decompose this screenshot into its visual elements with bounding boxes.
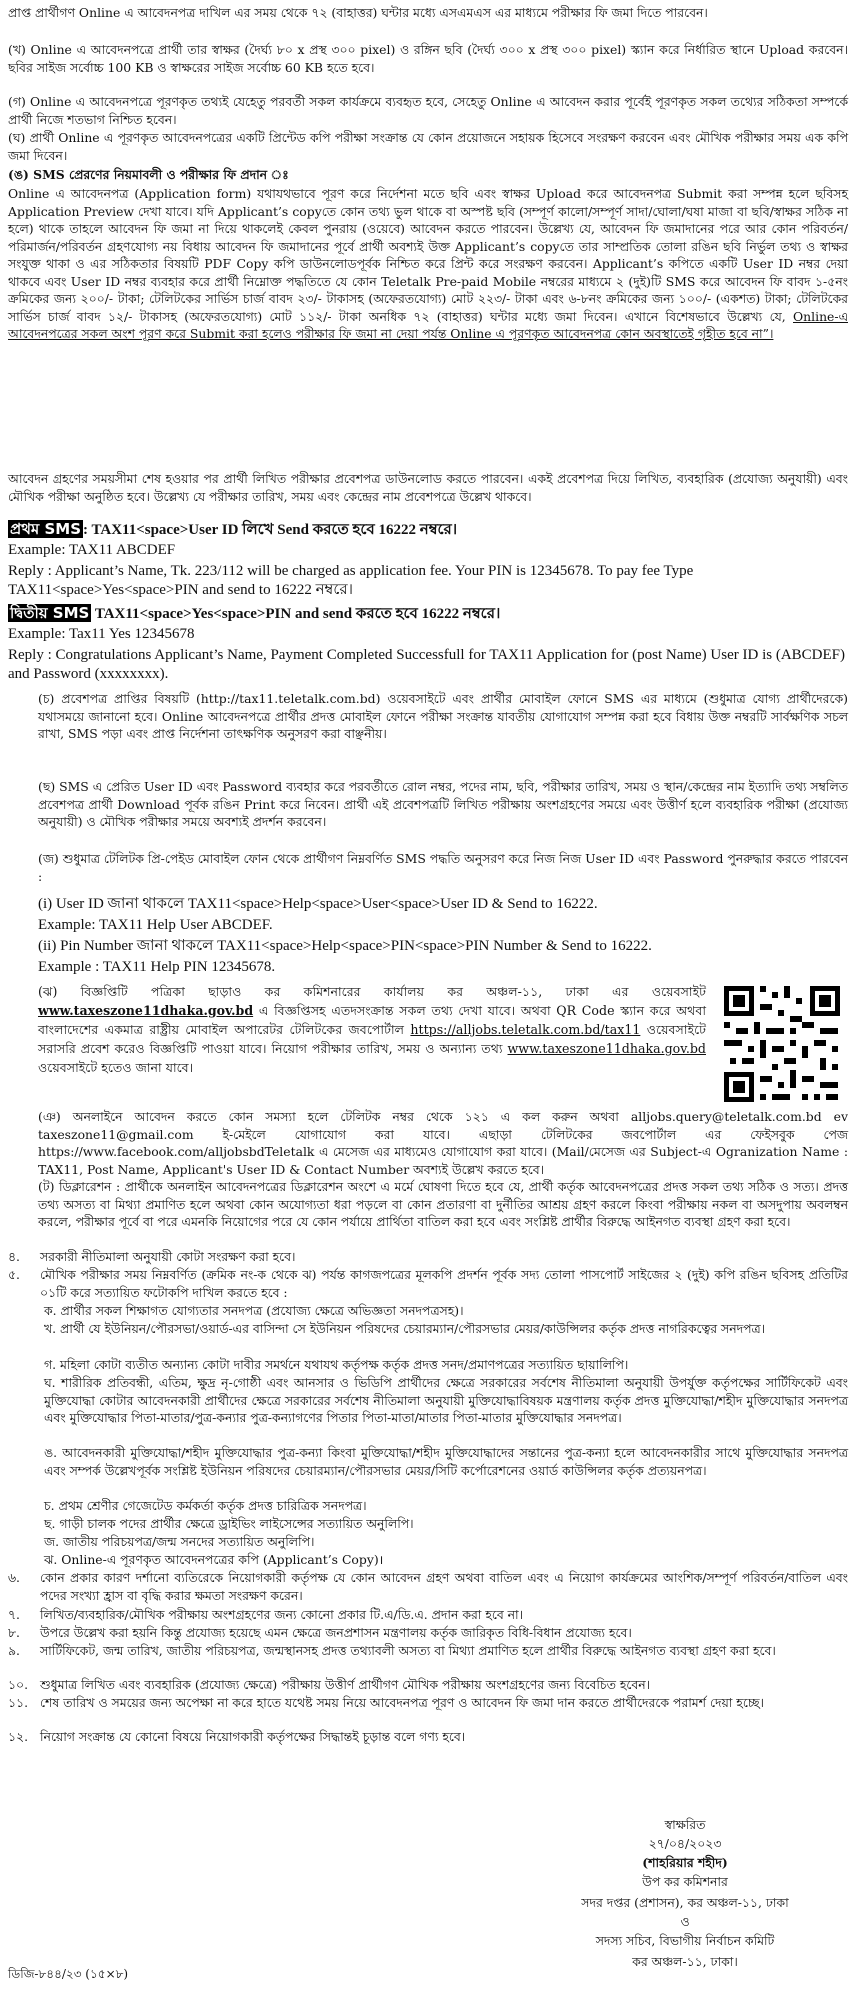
document-requirement-item: ঙ. আবেদনকারী মুক্তিযোদ্ধা/শহীদ মুক্তিযোদ্ধার পুত্র-কন্যা কিংবা মুক্তিযোদ্ধা/শহীদ মুক্তিযোদ্ধাদের সন্তানের পুত্র-কন্যা হলে আবেদনকারীর সাথে মুক্তিযোদ্ধার সনদপত্র এবং সম্পর্ক উল্লেখপূর্বক সংশ্লিষ্ট ইউনিয়ন পরিষদের চেয়ারম্যান/পৌরসভার মেয়র/সিটি কর্পোরেশনের ওয়ার্ড কাউন্সিলর কর্তৃক প্রত্যয়নপত্র।	[44, 1445, 848, 1478]
document-requirement-item: জ. জাতীয় পরিচয়পত্র/জন্ম সনদের সত্যায়িত অনুলিপি।	[44, 1534, 315, 1549]
item-11-number: ১১.	[8, 1695, 29, 1710]
item-jha	[38, 982, 706, 1077]
signed-label: স্বাক্ষরিত	[664, 1817, 706, 1832]
item-4-text: সরকারী নীতিমালা অনুযায়ী কোটা সংরক্ষণ করা হবে।	[40, 1249, 296, 1264]
signatory-designation: উপ কর কমিশনার	[642, 1874, 728, 1889]
item-11-text: শেষ তারিখ ও সময়ের জন্য অপেক্ষা না করে হাতে যথেষ্ট সময় নিয়ে আবেদনপত্র পূরণ ও আবেদন ফি জমা দান করতে প্রার্থীদেরকে পরামর্শ দেয়া হচ্ছে।	[40, 1695, 764, 1710]
umo-body-text: Online এ আবেদনপত্র (Application form) যথাযথভাবে পূরণ করে নির্দেশনা মতে ছবি এবং স্বাক্ষর Upload করে আবেদনপত্র Submit করা সম্পন্ন হলে ছবিসহ Application Preview দেখা যাবে। যদি Applicant’s copyতে কোন তথ্য ভুল থাকে বা অস্পষ্ট ছবি (সম্পূর্ণ কালো/সম্পূর্ণ সাদা/ঘোলা/ঘষা মাজা বা ছবি/স্বাক্ষর সঠিক না হলে) থাকে তাহলে আবেদন ফি জমা না দিয়ে থাকলেই কেবল পুনরায় (ওয়েবে) আবেদন করতে পারবেন। উল্লেখ্য যে, আবেদন ফি জমাদানের পরে আর কোন পরিবর্তন/পরিমার্জন/পরিবর্তন গ্রহণযোগ্য নয় বিধায় আবেদন ফি জমাদানের পূর্বে প্রার্থী অবশ্যই উক্ত Applicant’s copyতে তার সাম্প্রতিক তোলা রঙিন ছবি নির্ভুল তথ্য ও স্বাক্ষর সংযুক্ত থাকা ও এর সঠিকতার বিষয়টি PDF Copy কপি ডাউনলোডপূর্বক নিশ্চিত করে প্রিন্ট করে সংরক্ষণ করবেন। Applicant’s কপিতে একটি User ID নম্বর দেয়া থাকবে এবং User ID নম্বর ব্যবহার করে প্রার্থী নিম্নোক্ত পদ্ধতিতে যে কোন Teletalk Pre-paid Mobile নম্বরের মাধ্যমে ২ (দুই)টি SMS করে আবেদন ফি বাবদ ১-৫নং ক্রমিকের জন্য ২০০/- টাকা; টেলিটকের সার্ভিস চার্জ বাবদ ২৩/- টাকাসহ (অফেরতযোগ্য) মোট ২২৩/- টাকা এবং ৬-৮নং ক্রমিকের জন্য ১০০/- (একশত) টাকা; টেলিটকের সার্ভিস চার্জ বাবদ ১২/- টাকাসহ (অফেরতযোগ্য) মোট ১১২/- টাকা অনধিক ৭২ (বাহাত্তর) ঘন্টার মধ্যে জমা দিবেন। এখানে বিশেষভাবে উল্লেখ্য যে,	[8, 186, 848, 324]
item-8-number: ৮.	[8, 1625, 20, 1640]
signatory-role: সদস্য সচিব, বিভাগীয় নির্বাচন কমিটি	[595, 1933, 775, 1948]
item-nya: (ঞ) অনলাইনে আবেদন করতে কোন সমস্যা হলে টেলিটক নম্বর থেকে ১২১ এ কল করুন অথবা alljobs.query@teletalk.com.bd ev taxeszone11@gmail.com ই-মেইলে যোগাযোগ করা যাবে। এছাড়া টেলিটকের জবপোর্টাল এর ফেইসবুক পেজ https://www.facebook.com/alljobsbdTeletalk এ মেসেজ এর মাধ্যমেও যোগাযোগ করা যাবে। (Mail/মেসেজ এর Subject-এ Ogranization Name : TAX11, Post Name, Applicant's User ID & Contact Number অবশ্যই উল্লেখ করতে হবে।	[38, 1109, 848, 1177]
item-umo-body	[8, 185, 848, 343]
item-kha: (খ) Online এ আবেদনপত্রে প্রার্থী তার স্বাক্ষর (দৈর্ঘ্য ৮০ x প্রস্থ ৩০০ pixel) ও রঙ্গিন ছবি (দৈর্ঘ্য ৩০০ x প্রস্থ ৩০০ pixel) স্ক্যান করে নির্ধারিত স্থানে Upload করবেন। ছবির সাইজ সর্বোচ্চ 100 KB ও স্বাক্ষরের সাইজ সর্বোচ্চ 60 KB হতে হবে।	[8, 42, 848, 75]
second-sms-example: Example: Tax11 Yes 12345678	[8, 626, 195, 642]
document-requirement-item: ঝ. Online-এ পূরণকৃত আবেদনপত্রের কপি (Applicant’s Copy)।	[44, 1552, 384, 1567]
signatory-zone: কর অঞ্চল-১১, ঢাকা।	[632, 1954, 738, 1969]
ja-sub-i: (i) User ID জানা থাকলে TAX11<space>Help<space>User<space>User ID & Send to 16222.	[38, 896, 598, 912]
item-7-text: লিখিত/ব্যবহারিক/মৌখিক পরীক্ষায় অংশগ্রহণের জন্য কোনো প্রকার টি.এ/ডি.এ. প্রদান করা হবে না।	[40, 1607, 524, 1622]
document-requirement-item: চ. প্রথম শ্রেণীর গেজেটেড কর্মকর্তা কর্তৃক প্রদত্ত চারিত্রিক সনদপত্র।	[44, 1498, 367, 1513]
intro-paragraph: প্রাপ্ত প্রার্থীগণ Online এ আবেদনপত্র দাখিল এর সময় থেকে ৭২ (বাহাত্তর) ঘন্টার মধ্যে এসএমএস এর মাধ্যমে পরীক্ষার ফি জমা দিতে পারবেন।	[8, 5, 708, 20]
document-requirement-item: ঘ. শারীরিক প্রতিবন্ধী, এতিম, ক্ষুদ্র নৃ-গোষ্ঠী এবং আনসার ও ভিডিপি প্রার্থীদের ক্ষেত্রে সরকারের সর্বশেষ নীতিমালা অনুযায়ী উপর্যুক্ত কর্তৃপক্ষের সার্টিফিকেট এবং মুক্তিযোদ্ধা কোটার আবেদনকারী প্রার্থীদের ক্ষেত্রে সরকারের সর্বশেষ নীতিমালা অনুযায়ী মুক্তিযোদ্ধাবিষয়ক মন্ত্রণালয় কর্তৃক প্রদত্ত মুক্তিযোদ্ধা/শহীদ মুক্তিযোদ্ধার সনদপত্র এবং মুক্তিযোদ্ধার পিতা-মাতার/পুত্র-কন্যার পুত্র-কন্যাগণের পিতার পিতা-মাতা/মাতার পিতা-মাতার মুক্তিযোদ্ধার সনদপত্র।	[44, 1375, 848, 1425]
item-4-number: ৪.	[8, 1249, 20, 1264]
item-gha: (ঘ) প্রার্থী Online এ পূরণকৃত আবেদনপত্রের একটি প্রিন্টেড কপি পরীক্ষা সংক্রান্ত যে কোন প্রয়োজনে সহায়ক হিসেবে সংরক্ষণ করবেন এবং মৌখিক পরীক্ষার সময় এক কপি জমা দিবেন।	[8, 130, 848, 163]
first-sms-line	[8, 520, 848, 540]
jha-website-link[interactable]: www.taxeszone11dhaka.gov.bd	[38, 1003, 254, 1018]
admit-card-note: আবেদন গ্রহণের সময়সীমা শেষ হওয়ার পর প্রার্থী লিখিত পরীক্ষার প্রবেশপত্র ডাউনলোড করতে পারবেন। একই প্রবেশপত্র দিয়ে লিখিত, ব্যবহারিক (প্রযোজ্য অনুযায়ী) এবং মৌখিক পরীক্ষা অনুষ্ঠিত হবে। উল্লেখ্য যে পরীক্ষার তারিখ, সময় এবং কেন্দ্রের নাম প্রবেশপত্রে উল্লেখ থাকবে।	[8, 471, 848, 504]
and-label: ও	[680, 1914, 690, 1929]
item-12-number: ১২.	[8, 1729, 29, 1744]
item-ga: (গ) Online এ আবেদনপত্রে পূরণকৃত তথ্যই যেহেতু পরবর্তী সকল কার্যক্রমে ব্যবহৃত হবে, সেহেতু Online এ আবেদন করার পূর্বেই পূরণকৃত সকল তথ্যের সঠিকতা সম্পর্কে প্রার্থী নিজে শতভাগ নিশ্চিত হবেন।	[8, 94, 848, 127]
item-8-text: উপরে উল্লেখ করা হয়নি কিন্তু প্রযোজ্য হয়েছে এমন ক্ষেত্রে জনপ্রশাসন মন্ত্রণালয় কর্তৃক জারিকৃত বিধি-বিধান প্রযোজ্য হবে।	[40, 1625, 632, 1640]
item-cha: (চ) প্রবেশপত্র প্রাপ্তির বিষয়টি (http://tax11.teletalk.com.bd) ওয়েবসাইটে এবং প্রার্থীর মোবাইল ফোনে SMS এর মাধ্যমে (শুধুমাত্র যোগ্য প্রার্থীদেরকে) যথাসময়ে জানানো হবে। Online আবেদনপত্রে প্রার্থীর প্রদত্ত মোবাইল ফোনে পরীক্ষা সংক্রান্ত যাবতীয় যোগাযোগ সম্পন্ন করা হবে বিধায় উক্ত নম্বরটি সার্বক্ষণিক সচল রাখা, SMS পড়া এবং প্রাপ্ত নির্দেশনা তাৎক্ষণিক অনুসরণ করা বাঞ্ছনীয়।	[38, 691, 848, 741]
item-6-text: কোন প্রকার কারণ দর্শানো ব্যতিরেকে নিয়োগকারী কর্তৃপক্ষ যে কোন আবেদন গ্রহণ অথবা বাতিল এবং এ নিয়োগ কার্যক্রমের আংশিক/সম্পূর্ণ পরিবর্তন/বাতিল এবং পদের সংখ্যা হ্রাস বা বৃদ্ধি করার ক্ষমতা সংরক্ষণ করেন।	[40, 1570, 848, 1603]
signatory-office: সদর দপ্তর (প্রশাসন), কর অঞ্চল-১১, ঢাকা	[581, 1895, 789, 1910]
ja-sub-ii-example: Example : TAX11 Help PIN 12345678.	[38, 959, 276, 975]
item-ta-declaration: (ট) ডিক্লারেশন : প্রার্থীকে অনলাইন আবেদনপত্রের ডিক্লারেশন অংশে এ মর্মে ঘোষণা দিতে হবে যে, প্রার্থী কর্তৃক আবেদনপত্রের প্রদত্ত সকল তথ্য সঠিক ও সত্য। প্রদত্ত তথ্য অসত্য বা মিথ্যা প্রমাণিত হলে অথবা কোন অযোগ্যতা ধরা পড়লে বা কোন প্রতারণা বা দুর্নীতির আশ্রয় গ্রহণ করলে কিংবা পরীক্ষায় নকল বা অসদুপায় অবলম্বন করলে, পরীক্ষার পূর্বে বা পরে এমনকি নিয়োগের পরে যে কোন পর্যায়ে প্রার্থিতা বাতিল করা হবে এবং সংশ্লিষ্ট প্রার্থীর বিরুদ্ধে আইনগত ব্যবস্থা গ্রহণ করা হবে।	[38, 1179, 848, 1229]
item-7-number: ৭.	[8, 1607, 20, 1622]
jha-text-2: এ বিজ্ঞপ্তিসহ এতদসংক্রান্ত সকল তথ্য দেখা যাবে। অথবা QR Code স্ক্যান করে অথবা বাংলাদেশের একমাত্র রাষ্ট্রীয় মোবাইল অপারেটর টেলিটকের জবপোর্টাল	[38, 1003, 706, 1037]
jha-website-link-2[interactable]: www.taxeszone11dhaka.gov.bd	[507, 1041, 706, 1056]
footer-code: ডিজি-৮৪৪/২৩ (১৫×৮)	[8, 1967, 129, 1981]
jha-text-4: ওয়েবসাইটে হতেও জানা যাবে।	[38, 1060, 194, 1075]
item-6-number: ৬.	[8, 1570, 20, 1585]
second-sms-line	[8, 604, 848, 624]
qr-code-icon[interactable]	[720, 982, 844, 1106]
umo-underlined-note: Online-এ আবেদনপত্রের সকল অংশ পূরণ করে Submit করা হলেও পরীক্ষার ফি জমা না দেয়া পর্যন্ত Online এ পূরণকৃত আবেদনপত্র কোন অবস্থাতেই গৃহীত হবে না”।	[8, 308, 848, 341]
second-sms-text: TAX11<space>Yes<space>PIN and send করতে হবে 16222 নম্বরে।	[91, 606, 501, 622]
first-sms-example: Example: TAX11 ABCDEF	[8, 542, 176, 558]
item-9-text: সার্টিফিকেট, জন্ম তারিখ, জাতীয় পরিচয়পত্র, জন্মস্থানসহ প্রদত্ত তথ্যাবলী অসত্য বা মিথ্যা প্রমাণিত হলে প্রার্থীর বিরুদ্ধে আইনগত ব্যবস্থা গ্রহণ করা হবে।	[40, 1643, 776, 1658]
document-requirement-item: গ. মহিলা কোটা ব্যতীত অন্যান্য কোটা দাবীর সমর্থনে যথাযথ কর্তৃপক্ষ কর্তৃক প্রদত্ত সনদ/প্রমাণপত্রের সত্যায়িত ছায়ালিপি।	[44, 1357, 629, 1372]
document-requirement-item: ক. প্রার্থীর সকল শিক্ষাগত যোগ্যতার সনদপত্র (প্রযোজ্য ক্ষেত্রে অভিজ্ঞতা সনদপত্রসহ)।	[44, 1303, 464, 1318]
jha-text-3: ওয়েবসাইটে সরাসরি প্রবেশ করেও বিজ্ঞপ্তিটি পাওয়া যাবে। নিয়োগ পরীক্ষার তারিখ, সময় ও অন্যান্য তথ্য	[38, 1022, 706, 1056]
ja-sub-ii: (ii) Pin Number জানা থাকলে TAX11<space>Help<space>PIN<space>PIN Number & Send to 16222.	[38, 938, 652, 954]
item-5-number: ৫.	[8, 1267, 20, 1282]
jha-teletalk-link[interactable]: https://alljobs.teletalk.com.bd/tax11	[410, 1022, 641, 1037]
item-chha: (ছ) SMS এ প্রেরিত User ID এবং Password ব্যবহার করে পরবর্তীতে রোল নম্বর, পদের নাম, ছবি, পরীক্ষার তারিখ, সময় ও স্থান/কেন্দ্রের নাম ইত্যাদি তথ্য সম্বলিত প্রবেশপত্র প্রার্থী Download পূর্বক রঙিন Print করে নিবেন। প্রার্থী এই প্রবেশপত্রটি লিখিত পরীক্ষায় অংশগ্রহণের সময়ে এবং উত্তীর্ণ হলে ব্যবহারিক পরীক্ষা (প্রযোজ্য অনুযায়ী) ও মৌখিক পরীক্ষার সময়ে অবশ্যই প্রদর্শন করবেন।	[38, 779, 848, 829]
first-sms-label: প্রথম SMS	[10, 520, 81, 538]
document-requirement-item: খ. প্রার্থী যে ইউনিয়ন/পৌরসভা/ওয়ার্ড-এর বাসিন্দা সে ইউনিয়ন পরিষদের চেয়ারম্যান/পৌরসভার মেয়র/কাউন্সিলর কর্তৃক প্রদত্ত নাগরিকত্বের সনদপত্র।	[44, 1321, 766, 1336]
first-sms-reply: Reply : Applicant’s Name, Tk. 223/112 will be charged as application fee. Your PIN is 12345678. To pay fee Type TAX11<space>Yes<space>PIN and send to 16222 নম্বরে।	[8, 563, 694, 598]
second-sms-label: দ্বিতীয় SMS	[10, 604, 90, 622]
signatory-name: (শাহরিয়ার শহীদ)	[642, 1855, 728, 1870]
document-requirement-item: ছ. গাড়ী চালক পদের প্রার্থীর ক্ষেত্রে ড্রাইভিং লাইসেন্সের সত্যায়িত অনুলিপি।	[44, 1516, 414, 1531]
item-umo-heading: (ঙ) SMS প্রেরণের নিয়মাবলী ও পরীক্ষার ফি প্রদান ঃ	[8, 167, 289, 182]
qr-code-graphic	[720, 982, 844, 1106]
first-sms-text: : TAX11<space>User ID লিখে Send করতে হবে 16222 নম্বরে।	[83, 522, 458, 538]
item-12-text: নিয়োগ সংক্রান্ত যে কোনো বিষয়ে নিয়োগকারী কর্তৃপক্ষের সিদ্ধান্তই চূড়ান্ত বলে গণ্য হবে।	[40, 1729, 466, 1744]
item-10-text: শুধুমাত্র লিখিত এবং ব্যবহারিক (প্রযোজ্য ক্ষেত্রে) পরীক্ষায় উত্তীর্ণ প্রার্থীগণ মৌখিক পরীক্ষায় অংশগ্রহণের জন্য বিবেচিত হবেন।	[40, 1677, 651, 1692]
signature-date: ২৭/০৪/২০২৩	[648, 1836, 722, 1851]
ja-sub-i-example: Example: TAX11 Help User ABCDEF.	[38, 917, 273, 933]
item-9-number: ৯.	[8, 1643, 20, 1658]
item-10-number: ১০.	[8, 1677, 29, 1692]
jha-text: (ঝ) বিজ্ঞপ্তিটি পত্রিকা ছাড়াও কর কমিশনারের কার্যালয় কর অঞ্চল-১১, ঢাকা এর ওয়েবসাইট	[38, 984, 706, 999]
item-5-text: মৌখিক পরীক্ষার সময় নিম্নবর্ণিত (ক্রমিক নং-ক থেকে ঝ) পর্যন্ত কাগজপত্রের মূলকপি প্রদর্শন পূর্বক সদ্য তোলা পাসপোর্ট সাইজের ২ (দুই) কপি রঙিন ছবিসহ প্রতিটির ০১টি করে সত্যায়িত ফটোকপি দাখিল করতে হবে :	[40, 1267, 848, 1300]
item-ja: (জ) শুধুমাত্র টেলিটক প্রি-পেইড মোবাইল ফোন থেকে প্রার্থীগণ নিম্নবর্ণিত SMS পদ্ধতি অনুসরণ করে নিজ নিজ User ID এবং Password পুনরুদ্ধার করতে পারবেন :	[38, 851, 848, 884]
second-sms-reply: Reply : Congratulations Applicant’s Name, Payment Completed Successfull for TAX11 Application for (post Name) User ID is (ABCDEF) and Password (xxxxxxxx).	[8, 647, 846, 682]
